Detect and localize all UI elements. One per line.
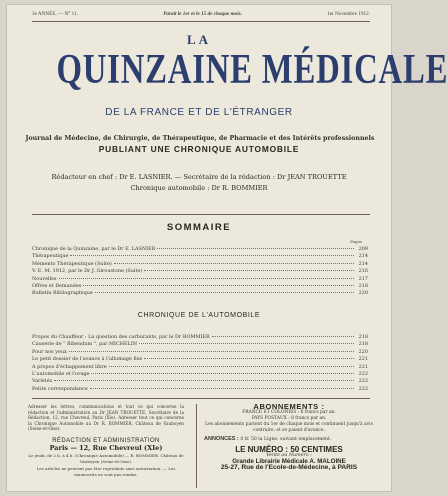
- toc-entry-title: Causerie de " Bibendum ", par MICHELIN: [32, 341, 138, 348]
- toc-entry-page: 222: [358, 378, 368, 385]
- toc-entry-page: 218: [358, 334, 368, 340]
- toc-entry-title: Pour nos yeux: [32, 348, 67, 355]
- toc-entry-page: 209: [358, 246, 368, 252]
- toc-entry-page: 222: [358, 370, 368, 377]
- toc-entry: [32, 364, 368, 371]
- toc-entry-title: Bulletin Bibliographique: [32, 290, 93, 297]
- toc-entry: [32, 268, 368, 275]
- toc-entry-title: V. E. M. 1912, par le Dr J. Giroustone (Suite): [32, 268, 143, 275]
- toc-entry: [32, 356, 368, 363]
- toc-entry-title: L'automobile et l'orage: [32, 370, 90, 377]
- toc-entry: [32, 378, 368, 385]
- toc-entry-title: Variétés: [32, 378, 53, 385]
- publication-frequency: Paraît le 1er et le 15 de chaque mois.: [163, 11, 242, 17]
- sommaire-list: [32, 246, 368, 298]
- advertising-rate: 0 fr. 50 la Ligne, suivant emplacement.: [240, 437, 332, 442]
- office-hours: Le jeudi, de 2 h. à 4 h. (Chronique Automobile) — R. BOMMIER, Château de Vauboyen (Seine-et-Oise).: [28, 453, 184, 464]
- toc-entry-title: A propos d'échappement libre: [32, 363, 107, 370]
- automobile-editor-line: Chronique automobile : Dr R. BOMMIER: [130, 184, 268, 192]
- editor-line: Rédacteur en chef : Dr E. LASNIER. — Secrétaire de la rédaction : Dr JEAN TROUETTE: [51, 173, 347, 181]
- dateline: [32, 9, 370, 22]
- masthead-title: QUINZAINE MÉDICALE: [56, 47, 448, 93]
- toc-entry-page: 222: [358, 385, 368, 392]
- issue-date: 1er Novembre 1912.: [327, 11, 370, 17]
- toc-entry: [32, 341, 368, 348]
- toc-entry-page: 218: [358, 341, 368, 348]
- toc-entry: [32, 246, 368, 253]
- leader-dots: [83, 285, 354, 286]
- leader-dots: [90, 388, 354, 389]
- toc-entry-page: 217: [358, 275, 368, 282]
- administration-heading: RÉDACTION ET ADMINISTRATION: [52, 437, 160, 444]
- column-divider: [196, 404, 197, 488]
- leader-dots: [144, 358, 354, 359]
- subscription-note: Les abonnements partent du 1er de chaque mois et continuent jusqu'à avis contraire, et se paient d'avance.: [205, 422, 373, 433]
- toc-entry-page: 214: [358, 260, 368, 267]
- leader-dots: [95, 292, 354, 293]
- toc-entry-title: Propos du Chauffeur : La question des carburants, par le Dr BOMMIER: [32, 334, 210, 340]
- issue-number: 3e ANNÉE. — N° 11.: [32, 11, 78, 17]
- toc-entry-page: 220: [358, 348, 368, 355]
- toc-entry-title: Le petit dossier de l'avance à l'allumage fixe: [32, 356, 143, 363]
- advertising-line: [204, 436, 374, 443]
- issue-price: LE NUMÉRO : 50 CENTIMES: [235, 445, 343, 454]
- leader-dots: [70, 255, 354, 256]
- toc-entry-page: 220: [358, 290, 368, 297]
- leader-dots: [59, 278, 354, 279]
- leader-dots: [139, 343, 354, 344]
- toc-entry-page: 221: [358, 356, 368, 363]
- leader-dots: [69, 351, 354, 352]
- leader-dots: [157, 248, 354, 249]
- toc-entry-page: 214: [358, 253, 368, 260]
- bookshop-address: 25-27, Rue de l'Ecole-de-Médecine, à PARIS: [220, 464, 358, 471]
- toc-entry: [32, 253, 368, 260]
- toc-entry: [32, 371, 368, 378]
- subscriptions-heading: ABONNEMENTS :: [253, 402, 325, 411]
- sale-point-label: Vente au Numéro :: [266, 453, 312, 458]
- editorial-staff: [6, 172, 392, 194]
- subscription-abroad: PAYS POSTAUX : 8 francs par an.: [251, 416, 327, 421]
- leader-dots: [114, 263, 354, 264]
- toc-entry-page: 221: [358, 363, 368, 370]
- toc-entry: [32, 283, 368, 290]
- journal-chronicle-line: PUBLIANT UNE CHRONIQUE AUTOMOBILE: [98, 144, 300, 154]
- automobile-list: [32, 334, 368, 393]
- pages-column-label: Pages: [350, 239, 362, 244]
- subscription-france: FRANCE ET COLONIES : 6 francs par an.: [242, 410, 336, 415]
- leader-dots: [144, 270, 354, 271]
- leader-dots: [91, 373, 354, 374]
- sommaire-heading: SOMMAIRE: [166, 222, 232, 233]
- toc-entry-page: 216: [358, 268, 368, 275]
- toc-entry: [32, 386, 368, 393]
- footer-right-column: [204, 404, 374, 471]
- journal-cover: [6, 4, 448, 492]
- toc-entry-page: 218: [358, 282, 368, 289]
- divider: [32, 214, 370, 215]
- footer-left-column: [28, 404, 184, 478]
- bookshop-name: Grande Librairie Médicale A. MALOINE: [232, 458, 346, 465]
- toc-entry: [32, 276, 368, 283]
- masthead-subtitle: DE LA FRANCE ET DE L'ÉTRANGER: [105, 107, 293, 118]
- journal-description: Journal de Médecine, de Chirurgie, de Thérapeutique, de Pharmacie et des Intérêts professionnels: [25, 135, 375, 142]
- toc-entry-title: Petite correspondance: [32, 385, 88, 392]
- advertising-label: ANNONCES :: [204, 436, 239, 442]
- leader-dots: [109, 366, 354, 367]
- divider: [32, 398, 370, 399]
- toc-entry-title: Nouvelles: [32, 275, 57, 282]
- leader-dots: [54, 380, 354, 381]
- correspondence-notice: Adresser les lettres, communications et tout ce qui concerne la rédaction et l'administration au Dr JEAN TROUETTE, Secrétaire de la Rédaction, 12, rue Chevreul, Paris (XIe). Adresser tout ce qui concerne la Chronique Automobile au Dr R. BOMMIER, Château de Vauboyen (Seine-et-Oise).: [28, 404, 184, 432]
- toc-entry: [32, 334, 368, 341]
- toc-entry-title: Thérapeutique: [32, 253, 69, 260]
- administration-address: Paris — 12, Rue Chevreul (XIe): [49, 443, 163, 452]
- masthead-article: LA: [186, 32, 212, 47]
- reproduction-note: Les articles ne peuvent pas être reproduits sans autorisation. — Les manuscrits ne sont pas rendus.: [36, 466, 176, 477]
- automobile-heading: CHRONIQUE DE L'AUTOMOBILE: [137, 312, 261, 319]
- toc-entry-title: Chronique de la Quinzaine, par le Dr E. LASNIER: [32, 246, 156, 252]
- leader-dots: [212, 336, 354, 337]
- toc-entry: [32, 290, 368, 297]
- toc-entry-title: Mémento Thérapeutique (Suite): [32, 260, 112, 267]
- toc-entry-title: Offres et Demandes: [32, 282, 82, 289]
